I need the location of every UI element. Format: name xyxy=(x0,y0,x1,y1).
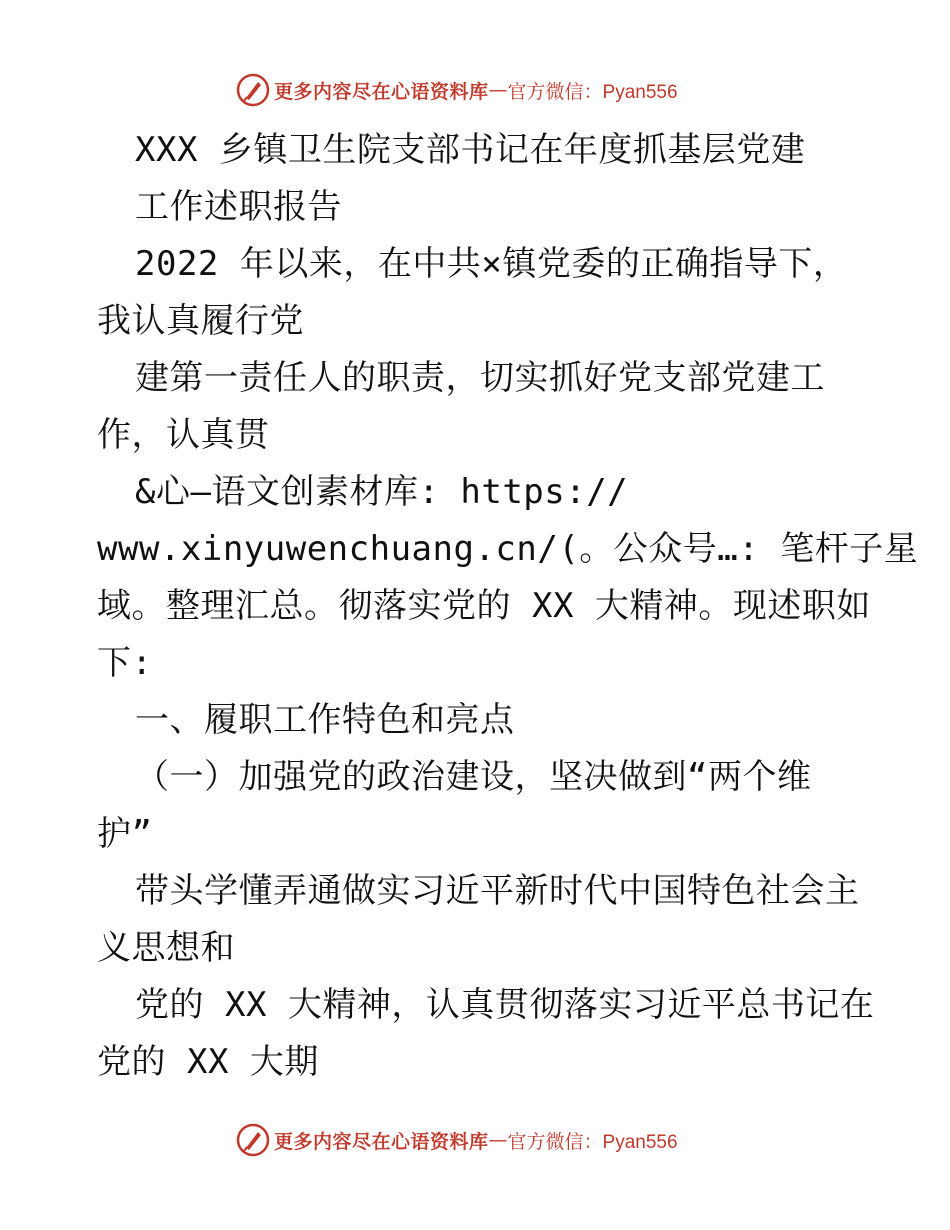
doc-paragraph-line: 2022 年以来，在中共×镇党委的正确指导下， xyxy=(135,244,848,284)
banner-separator: — xyxy=(488,1129,508,1151)
doc-paragraph-line: 我认真履行党 xyxy=(97,301,304,341)
doc-paragraph-line: 党的 XX 大期 xyxy=(97,1042,319,1082)
doc-title-line-2: 工作述职报告 xyxy=(135,187,342,227)
doc-subsection-heading: （一）加强党的政治建设，坚决做到“两个维 xyxy=(135,757,812,797)
quill-pen-logo-icon xyxy=(236,1123,270,1157)
doc-subsection-heading: 护” xyxy=(97,814,153,854)
doc-paragraph-line: &心—语文创素材库: https:// xyxy=(135,472,629,512)
doc-paragraph-line: www.xinyuwenchuang.cn/(。公众号…: 笔杆子星 xyxy=(97,529,919,569)
banner-text: 更多内容尽在心语资料库 xyxy=(274,80,489,103)
banner-text: 更多内容尽在心语资料库 xyxy=(274,1130,489,1153)
doc-section-heading: 一、履职工作特色和亮点 xyxy=(135,700,515,740)
doc-paragraph-line: 义思想和 xyxy=(97,928,235,968)
header-banner xyxy=(236,72,678,108)
doc-paragraph-line: 下: xyxy=(97,643,153,683)
doc-paragraph-line: 带头学懂弄通做实习近平新时代中国特色社会主 xyxy=(135,871,860,911)
doc-paragraph-line: 域。整理汇总。彻落实党的 XX 大精神。现述职如 xyxy=(97,586,871,626)
doc-title-line-1: XXX 乡镇卫生院支部书记在年度抓基层党建 xyxy=(135,130,806,170)
document-body xyxy=(97,122,919,1091)
doc-paragraph-line: 党的 XX 大精神，认真贯彻落实习近平总书记在 xyxy=(135,985,875,1025)
banner-separator: — xyxy=(488,79,508,101)
banner-wechat: 官方微信：Pyan556 xyxy=(507,1131,678,1153)
doc-paragraph-line: 建第一责任人的职责，切实抓好党支部党建工 xyxy=(135,358,825,398)
footer-banner xyxy=(236,1122,678,1158)
doc-paragraph-line: 作，认真贯 xyxy=(97,415,270,455)
banner-wechat: 官方微信：Pyan556 xyxy=(507,81,678,103)
quill-pen-logo-icon xyxy=(236,73,270,107)
